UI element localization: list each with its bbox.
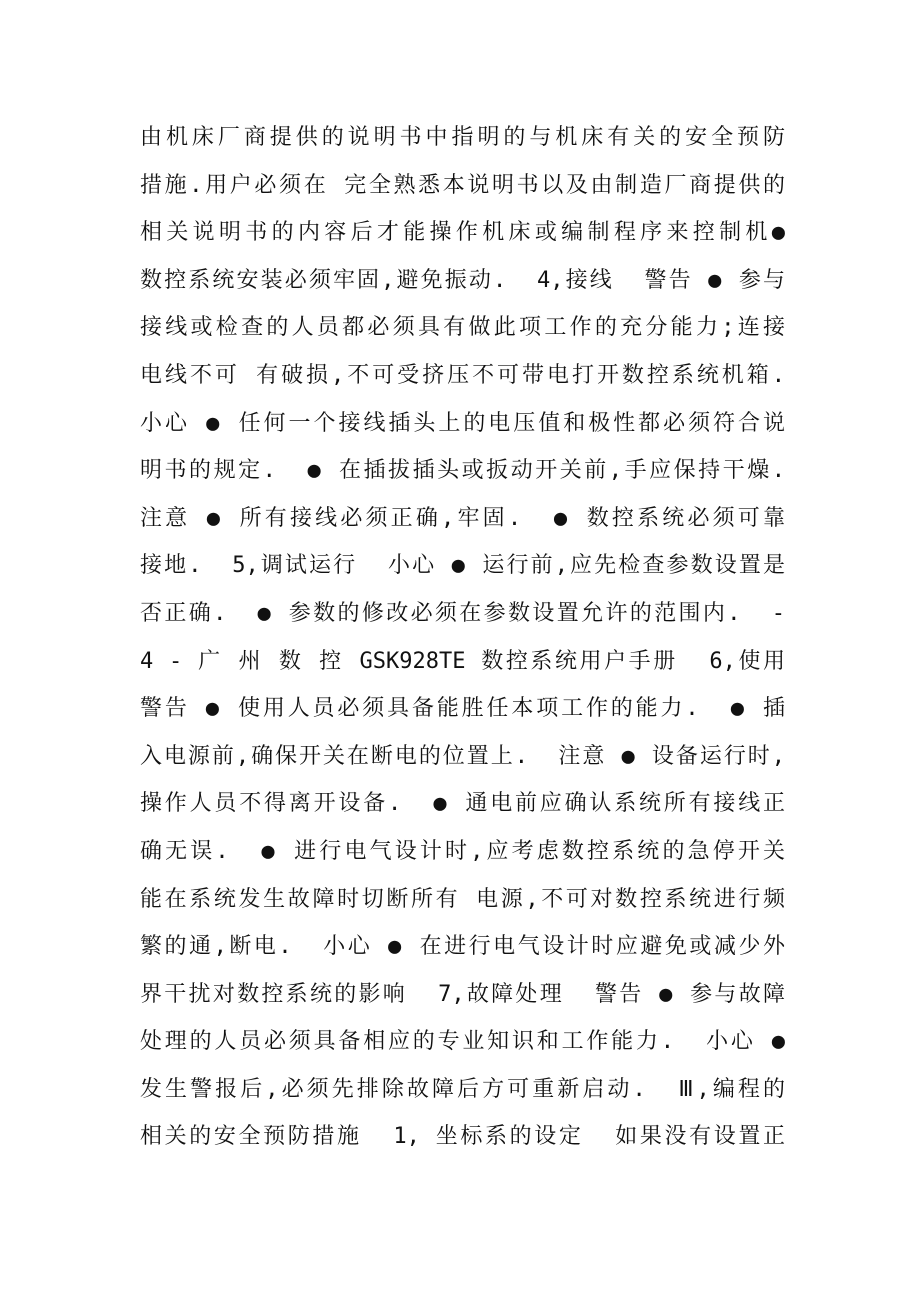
text-line-10: 接地. 5,调试运行 小心 ● 运行前,应先检查参数设置是 [140, 553, 785, 579]
text-line-1: 由机床厂商提供的说明书中指明的与机床有关的安全预防 [140, 125, 785, 150]
text-line-16: 确无误. ● 进行电气设计时,应考虑数控系统的急停开关 [140, 838, 785, 864]
text-line-3: 相关说明书的内容后才能操作机床或编制程序来控制机● [140, 220, 785, 246]
text-line-20: 处理的人员必须具备相应的专业知识和工作能力. 小心 ● [140, 1029, 785, 1055]
text-line-15: 操作人员不得离开设备. ● 通电前应确认系统所有接线正 [140, 791, 785, 817]
text-line-11: 否正确. ● 参数的修改必须在参数设置允许的范围内. - [140, 600, 785, 626]
text-line-22: 相关的安全预防措施 1, 坐标系的设定 如果没有设置正 [140, 1124, 785, 1150]
text-line-8: 明书的规定. ● 在插拔插头或扳动开关前,手应保持干燥. [140, 458, 785, 484]
text-line-2: 措施.用户必须在 完全熟悉本说明书以及由制造厂商提供的 [140, 172, 785, 198]
text-line-4: 数控系统安装必须牢固,避免振动. 4,接线 警告 ● 参与 [140, 267, 785, 293]
text-line-6: 电线不可 有破损,不可受挤压不可带电打开数控系统机箱. [140, 362, 785, 388]
text-line-21: 发生警报后,必须先排除故障后方可重新启动. Ⅲ,编程的 [140, 1076, 785, 1102]
document-body [140, 118, 785, 1165]
text-line-12: 4 - 广 州 数 控 GSK928TE 数控系统用户手册 6,使用 [140, 648, 785, 674]
text-line-7: 小心 ● 任何一个接线插头上的电压值和极性都必须符合说 [140, 410, 785, 436]
text-line-9: 注意 ● 所有接线必须正确,牢固. ● 数控系统必须可靠 [140, 505, 785, 531]
text-line-13: 警告 ● 使用人员必须具备能胜任本项工作的能力. ● 插 [140, 696, 785, 722]
text-line-18: 繁的通,断电. 小心 ● 在进行电气设计时应避免或减少外 [140, 934, 785, 960]
text-line-5: 接线或检查的人员都必须具有做此项工作的充分能力;连接 [140, 315, 785, 341]
text-line-19: 界干扰对数控系统的影响 7,故障处理 警告 ● 参与故障 [140, 981, 785, 1007]
text-line-17: 能在系统发生故障时切断所有 电源,不可对数控系统进行频 [140, 886, 785, 912]
text-line-14: 入电源前,确保开关在断电的位置上. 注意 ● 设备运行时, [140, 743, 785, 769]
